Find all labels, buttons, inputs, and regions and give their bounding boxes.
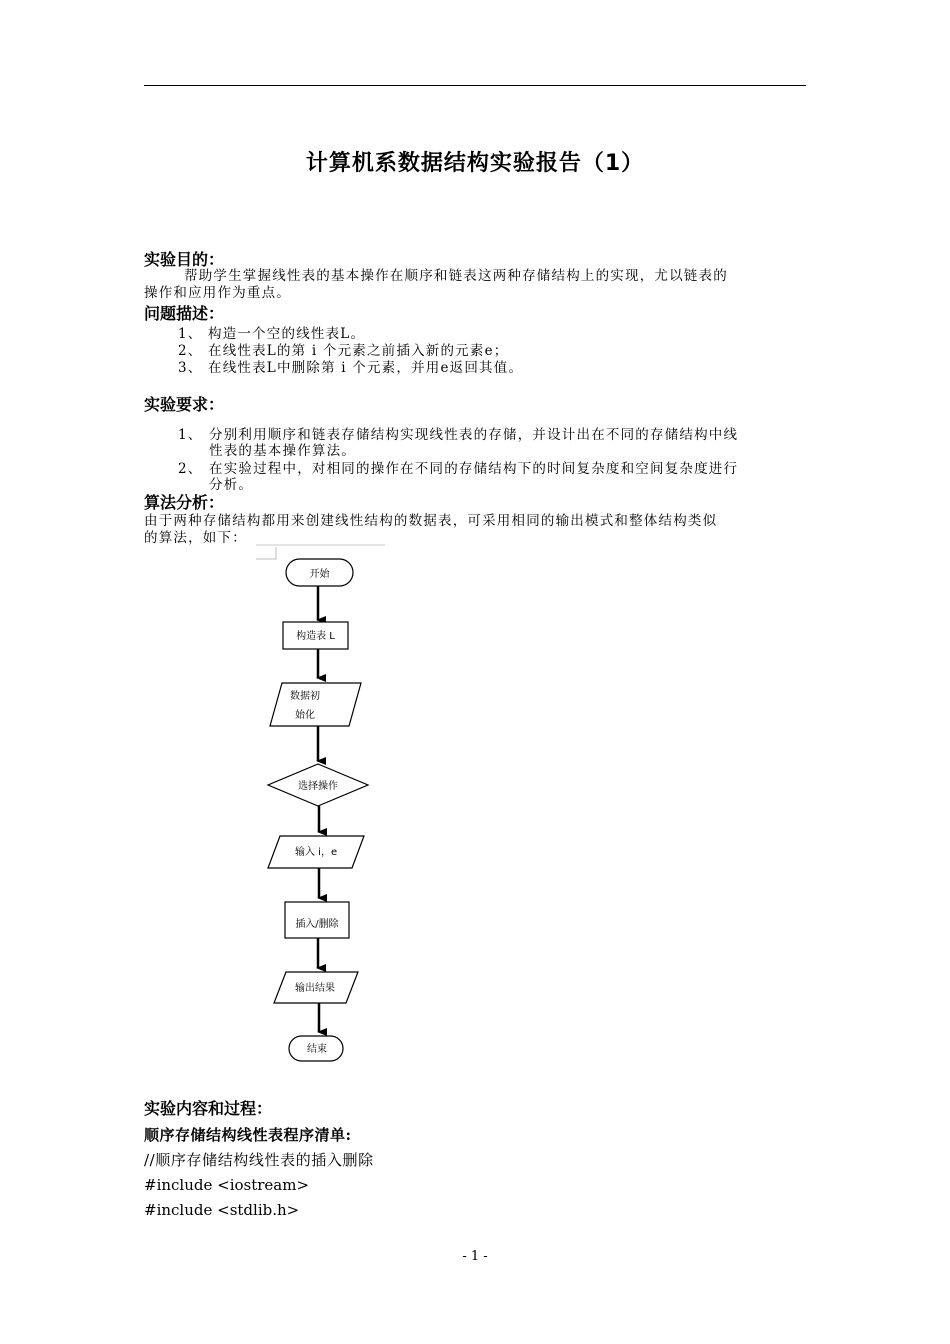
list-item-text: 在线性表L中删除第 i 个元素，并用e返回其值。: [208, 360, 524, 376]
flow-end-node: [289, 1036, 343, 1061]
list-item: [178, 360, 523, 376]
page-number: - 1 -: [462, 1249, 488, 1264]
flow-construct-label: 构造表 L: [296, 631, 335, 642]
flow-output-node: [274, 972, 358, 1003]
header-rule: [144, 85, 806, 86]
analysis-line-2: 的算法，如下：: [144, 530, 247, 546]
page-title: 计算机系数据结构实验报告（1）: [305, 151, 645, 176]
purpose-heading: 实验目的：: [144, 250, 225, 269]
list-item-line: 分别利用顺序和链表存储结构实现线性表的存储，并设计出在不同的存储结构中线: [209, 427, 739, 443]
list-item-number: 1、: [178, 427, 203, 443]
flow-start-node: [286, 559, 353, 586]
flow-input-label: 输入 i，e: [295, 847, 338, 858]
list-item-line: 在实验过程中，对相同的操作在不同的存储结构下的时间复杂度和空间复杂度进行: [209, 461, 739, 477]
problem-heading: 问题描述：: [144, 304, 225, 323]
flow-operation-label: 插入/删除: [295, 919, 339, 930]
analysis-line-1: 由于两种存储结构都用来创建线性结构的数据表，可采用相同的输出模式和整体结构类似: [144, 513, 718, 529]
list-item-text: [209, 427, 806, 459]
flow-decision-node: [268, 764, 368, 806]
list-item-text: [209, 461, 806, 493]
list-item-line: 性表的基本操作算法。: [209, 443, 356, 459]
list-item-number: 1、: [178, 326, 203, 342]
purpose-line-1: 帮助学生掌握线性表的基本操作在顺序和链表这两种存储结构上的实现，尤以链表的: [184, 268, 728, 284]
list-item-line: 分析。: [209, 477, 254, 493]
flow-start-label: 开始: [309, 569, 330, 580]
flow-init-node: [270, 683, 361, 726]
flow-construct-node: [283, 622, 348, 649]
code-line: #include <iostream>: [144, 1176, 310, 1194]
flow-input-node: [268, 836, 364, 868]
list-item: [178, 326, 365, 342]
list-item-text: 在线性表L的第 i 个元素之前插入新的元素e；: [208, 343, 509, 359]
requirements-heading: 实验要求：: [144, 395, 225, 414]
analysis-heading: 算法分析：: [144, 493, 225, 512]
list-item-number: 3、: [178, 360, 203, 376]
program-listing-heading: 顺序存储结构线性表程序清单:: [144, 1126, 352, 1144]
flow-init-label-1: 数据初: [290, 691, 320, 702]
flowchart: [260, 552, 380, 1067]
list-item: [178, 461, 806, 495]
flow-init-label-2: 始化: [295, 710, 315, 721]
code-line: #include <stdlib.h>: [144, 1201, 300, 1219]
flow-operation-node: [285, 902, 349, 938]
flow-end-label: 结束: [307, 1044, 327, 1055]
list-item-number: 2、: [178, 343, 203, 359]
flow-decision-label: 选择操作: [298, 781, 338, 792]
code-line: //顺序存储结构线性表的插入删除: [144, 1151, 374, 1169]
content-heading: 实验内容和过程：: [144, 1099, 273, 1118]
flow-output-label: 输出结果: [295, 983, 335, 994]
list-item-text: 构造一个空的线性表L。: [208, 326, 366, 342]
list-item: [178, 427, 806, 461]
list-item-number: 2、: [178, 461, 203, 477]
list-item: [178, 343, 508, 359]
purpose-line-2: 操作和应用作为重点。: [144, 285, 291, 301]
